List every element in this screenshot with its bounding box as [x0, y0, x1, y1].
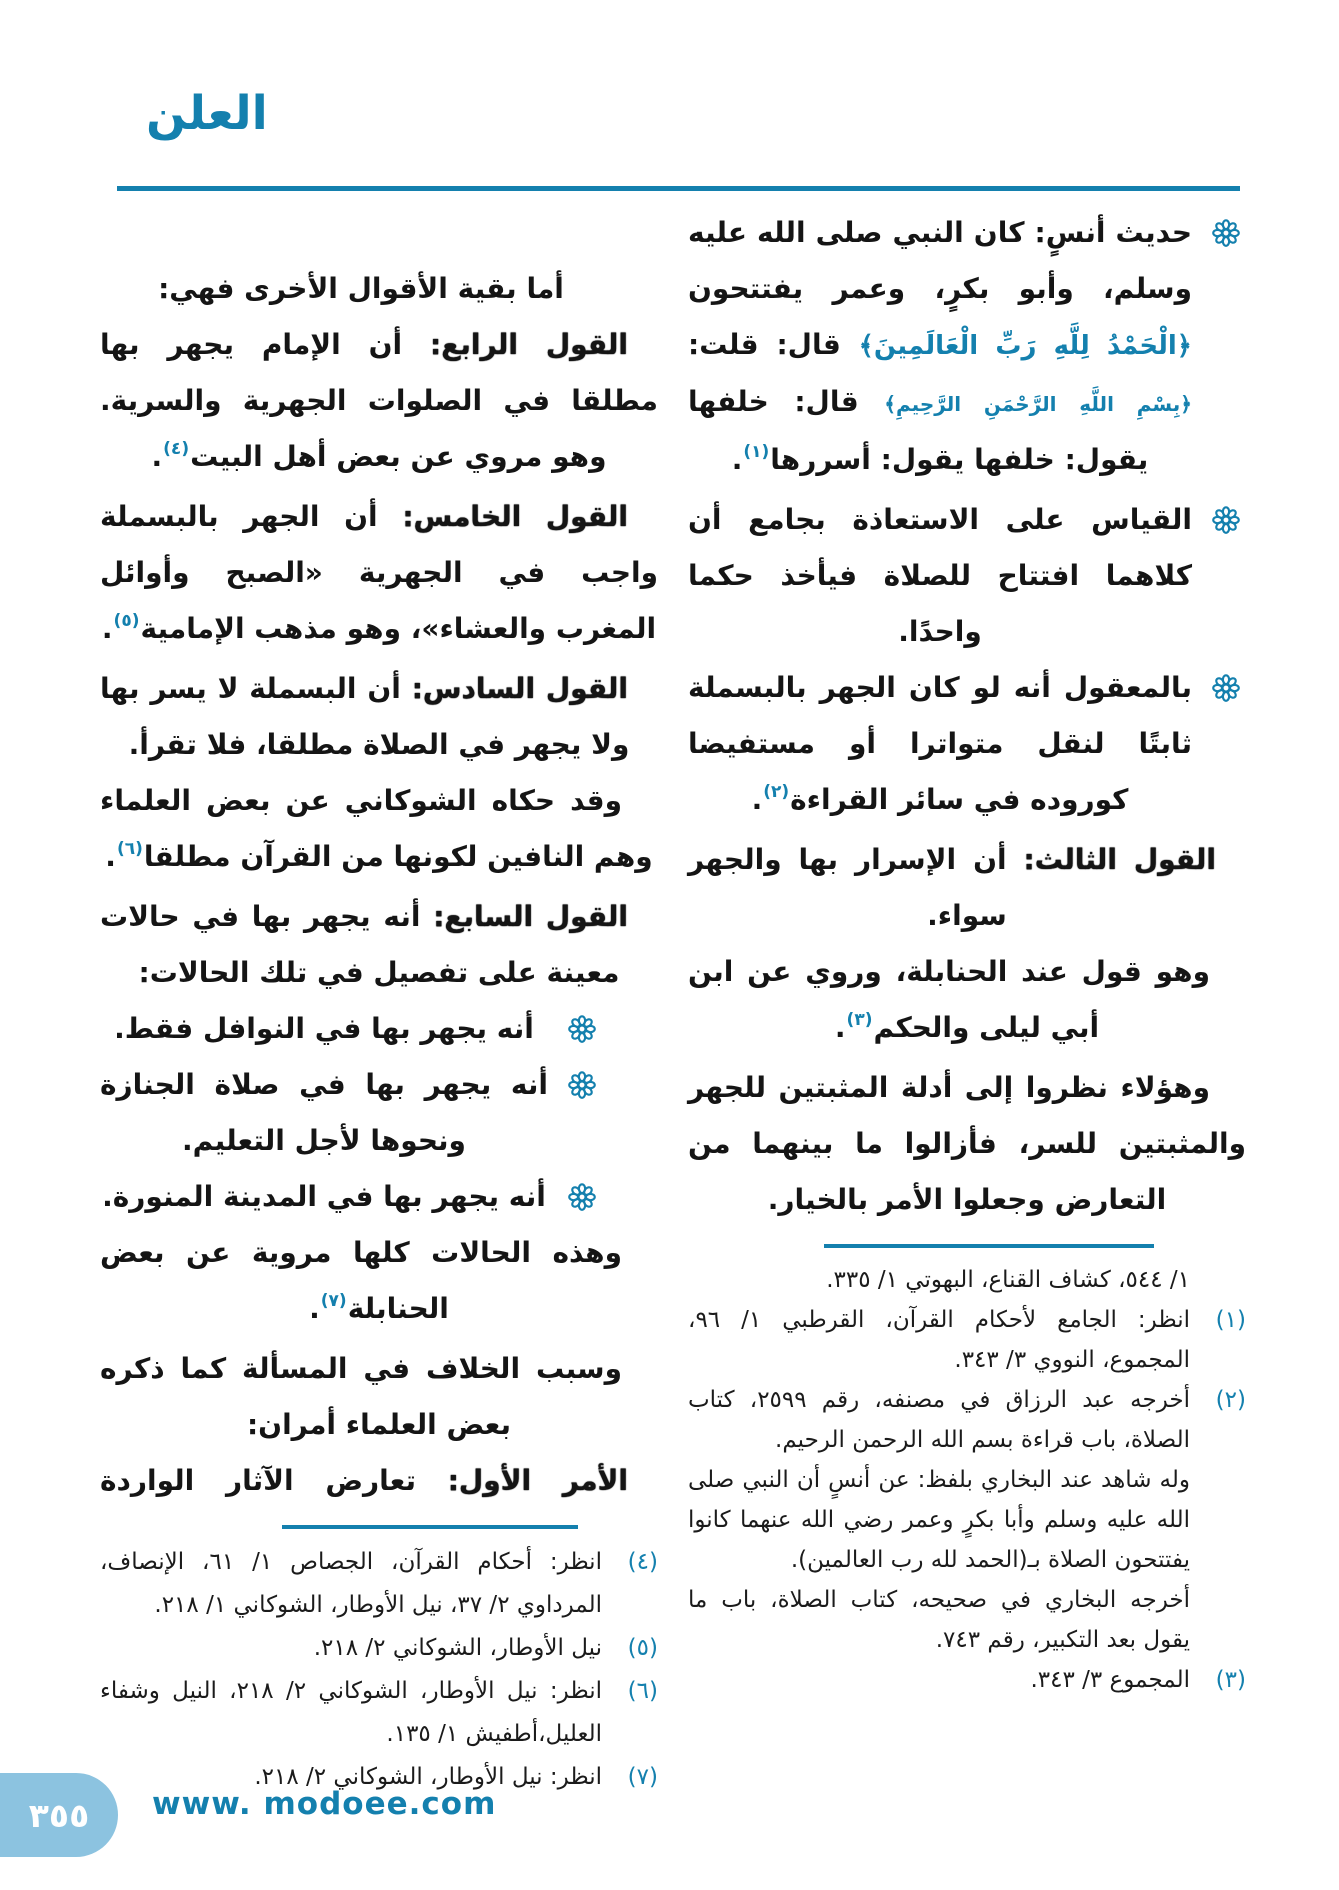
- page-content: [99, 205, 1246, 1799]
- footnote-text: أخرجه عبد الرزاق في مصنفه، رقم ٢٥٩٩، كتاب الصلاة، باب قراءة بسم الله الرحمن الرحيم. وله شاهد عند البخاري بلفظ: عن أنسٍ أن النبي صلى الله عليه وسلم وأبا بكرٍ وعمر رضي الله عنهما كانوا يفتتحون الصلاة بـ(الحمد لله رب العالمين). أخرجه البخاري في صحيحه، كتاب الصلاة، باب ما يقول بعد التكبير، رقم ٧٤٣.: [688, 1387, 1190, 1653]
- paragraph: [100, 1001, 602, 1057]
- body-text: .: [309, 1292, 320, 1325]
- body-text: أنه يجهر بها في المدينة المنورة.: [102, 1180, 546, 1213]
- footnote-marker: (٢): [1215, 1387, 1246, 1413]
- footnote-text: المجموع ٣/ ٣٤٣.: [1030, 1667, 1190, 1693]
- footnote-text: انظر: نيل الأوطار، الشوكاني ٢/ ٢١٨.: [254, 1764, 602, 1790]
- paragraph-lead: الأمر الأول:: [447, 1464, 628, 1497]
- paragraph: [688, 1060, 1246, 1228]
- footnote-marker: [1190, 1260, 1246, 1300]
- footnote-item: [100, 1627, 658, 1670]
- body-text: .: [834, 1011, 846, 1044]
- body-text: أنه يجهر بها في النوافل فقط.: [114, 1012, 534, 1045]
- footnote-ref: (١): [743, 442, 770, 462]
- body-text: أن الإمام يجهر بها مطلقا في الصلوات الجهرية والسرية. وهو مروي عن بعض أهل البيت: [100, 328, 658, 473]
- footnote-ref: (٧): [320, 1291, 347, 1311]
- body-text: .: [751, 783, 763, 816]
- footnote-marker: (٤): [627, 1549, 658, 1575]
- footnote-item: [688, 1300, 1246, 1380]
- footnote-separator-rule: [282, 1525, 578, 1529]
- body-text: أما بقية الأقوال الأخرى فهي:: [158, 272, 564, 305]
- body-text: حديث أنسٍ: كان النبي صلى الله عليه وسلم، وأبو بكرٍ، وعمر يفتتحون: [688, 216, 1192, 305]
- left-column-footnotes: [100, 1541, 658, 1799]
- footnote-marker: (٦): [627, 1678, 658, 1704]
- paragraph: [100, 1057, 602, 1169]
- footnote-item: [100, 1541, 658, 1627]
- paragraph: [688, 205, 1246, 492]
- body-text: قال: خلفها يقول: خلفها يقول: أسررها: [688, 385, 1149, 476]
- left-column-body: [100, 205, 658, 1509]
- body-text: وهذه الحالات كلها مروية عن بعض الحنابلة: [100, 1236, 622, 1325]
- paragraph: [100, 1453, 658, 1509]
- footnote-item: [688, 1380, 1246, 1660]
- header-rule: [117, 186, 1240, 191]
- body-text: .: [105, 840, 116, 873]
- body-text: .: [731, 443, 743, 476]
- footnote-text: انظر: نيل الأوطار، الشوكاني ٢/ ٢١٨، النيل وشفاء العليل،أطفيش ١/ ١٣٥.: [100, 1678, 602, 1747]
- footnote-ref: (٣): [846, 1010, 873, 1030]
- footnote-ref: (٤): [163, 439, 190, 459]
- footnote-marker: (١): [1215, 1307, 1246, 1333]
- body-text: القياس على الاستعاذة بجامع أن كلاهما افتتاح للصلاة فيأخذ حكما واحدًا.: [688, 503, 1192, 648]
- footnote-marker: (٧): [627, 1764, 658, 1790]
- footnote-ref: (٦): [116, 839, 143, 859]
- body-text: وقد حكاه الشوكاني عن بعض العلماء وهم النافين لكونها من القرآن مطلقا: [100, 784, 653, 873]
- quran-verse: ﴿الْحَمْدُ لِلَّهِ رَبِّ الْعَالَمِينَ﴾: [858, 331, 1193, 361]
- page-number: ٣٥٥: [28, 1795, 90, 1835]
- flower-bullet-icon: [567, 1070, 597, 1100]
- body-text: أنه يجهر بها في صلاة الجنازة ونحوها لأجل التعليم.: [100, 1068, 548, 1157]
- footnote-ref: (٢): [763, 782, 790, 802]
- footnote-text: ١/ ٥٤٤، كشاف القناع، البهوتي ١/ ٣٣٥.: [826, 1267, 1190, 1293]
- footnote-marker: (٣): [1215, 1667, 1246, 1693]
- quran-verse: ﴿بِسْمِ اللَّهِ الرَّحْمَنِ الرَّحِيمِ﴾: [884, 392, 1192, 416]
- website-text: www. modoee.com: [152, 1786, 497, 1822]
- body-text: أن البسملة لا يسر بها ولا يجهر في الصلاة مطلقا، فلا تقرأ.: [100, 672, 630, 761]
- right-column-body: [688, 205, 1246, 1228]
- footnote-text: نيل الأوطار، الشوكاني ٢/ ٢١٨.: [313, 1635, 602, 1661]
- footnote-marker: (٥): [627, 1635, 658, 1661]
- paragraph: [688, 832, 1246, 944]
- footnote-text: انظر: أحكام القرآن، الجصاص ١/ ٦١، الإنصاف، المرداوي ٢/ ٣٧، نيل الأوطار، الشوكاني ١/ ٢١٨.: [100, 1549, 602, 1618]
- body-text: وهؤلاء نظروا إلى أدلة المثبتين للجهر والمثبتين للسر، فأزالوا ما بينهما من التعارض وجعلوا الأمر بالخيار.: [688, 1071, 1246, 1216]
- body-text: أنه يجهر بها في حالات معينة على تفصيل في تلك الحالات:: [100, 900, 620, 989]
- footnote-item: [688, 1260, 1246, 1300]
- body-text: أن الإسرار بها والجهر سواء.: [688, 843, 1024, 932]
- paragraph-lead: القول الخامس:: [402, 500, 629, 533]
- running-head: العلن: [146, 86, 268, 141]
- paragraph-lead: القول السابع:: [433, 900, 629, 933]
- paragraph: [100, 261, 658, 317]
- right-column: [688, 205, 1246, 1700]
- paragraph: [100, 773, 658, 889]
- paragraph-lead: القول السادس:: [411, 672, 628, 705]
- paragraph: [688, 492, 1246, 660]
- body-text: .: [101, 612, 113, 645]
- paragraph: [100, 889, 658, 1001]
- footnote-item: [688, 1660, 1246, 1700]
- paragraph: [100, 661, 658, 773]
- paragraph: [100, 1225, 658, 1341]
- paragraph: [100, 489, 658, 661]
- flower-bullet-icon: [1211, 673, 1241, 703]
- body-text: قال: قلت:: [688, 328, 859, 361]
- footnote-item: [100, 1670, 658, 1756]
- right-column-footnotes: [688, 1260, 1246, 1700]
- body-text: بالمعقول أنه لو كان الجهر بالبسملة ثابتًا لنقل متواترا أو مستفيضا كوروده في سائر القراءة: [688, 671, 1192, 816]
- flower-bullet-icon: [1211, 218, 1241, 248]
- paragraph-lead: القول الرابع:: [430, 328, 628, 361]
- flower-bullet-icon: [1211, 505, 1241, 535]
- body-text: .: [151, 440, 163, 473]
- paragraph: [100, 317, 658, 489]
- paragraph-lead: القول الثالث:: [1023, 843, 1216, 876]
- footnote-text: انظر: الجامع لأحكام القرآن، القرطبي ١/ ٩٦، المجموع، النووي ٣/ ٣٤٣.: [688, 1307, 1190, 1373]
- footnote-separator-rule: [824, 1244, 1154, 1248]
- body-text: تعارض الآثار الواردة: [100, 1464, 448, 1497]
- footnote-ref: (٥): [113, 611, 140, 631]
- body-text: وسبب الخلاف في المسألة كما ذكره بعض العلماء أمران:: [100, 1352, 622, 1441]
- paragraph: [688, 660, 1246, 832]
- body-text: وهو قول عند الحنابلة، وروي عن ابن أبي ليلى والحكم: [688, 955, 1210, 1044]
- paragraph: [688, 944, 1246, 1060]
- paragraph: [100, 1341, 658, 1453]
- flower-bullet-icon: [567, 1014, 597, 1044]
- paragraph: [100, 1169, 602, 1225]
- page-number-badge: [0, 1773, 118, 1857]
- flower-bullet-icon: [567, 1182, 597, 1212]
- body-text: أن الجهر بالبسملة واجب في الجهرية «الصبح وأوائل المغرب والعشاء»، وهو مذهب الإمامية: [100, 500, 658, 645]
- left-column: [100, 205, 658, 1799]
